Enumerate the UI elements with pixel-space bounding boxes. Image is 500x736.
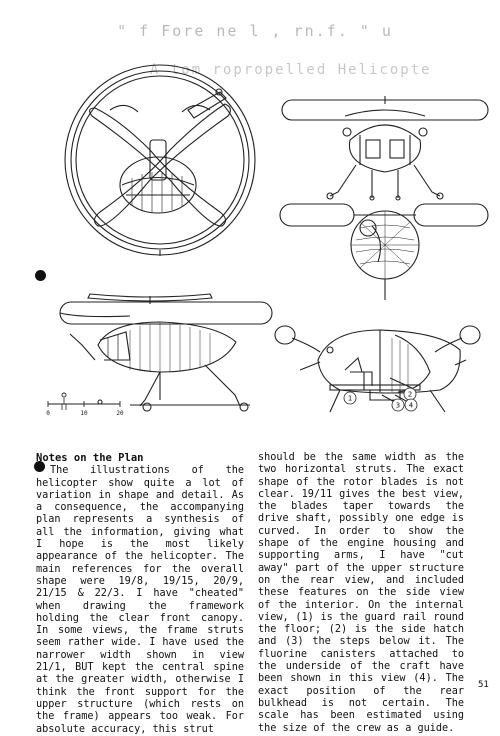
article-right-text: should be the same width as the two horizontal struts. The exact shape of the rotor blades is not clear. 19/11 gives the best view, the blades taper towards the drive shaft, possibly one edge is curved. In order to show the shape of the engine housing and supporting arms, I have "cut away" part of the upper structure on the rear view, and included these features on the side view of the interior. On the internal view, (1) is the guard rail round the floor; (2) is the side hatch and (3) the steps below it. The fluorine canisters attached to the underside of the craft have been shown in this view (4). The exact position of the rear bulkhead is not certain. The scale has been estimated using the size of the crew as a guide. [258,452,464,734]
callout-4: 4 [408,401,414,410]
bleed-through-text: " f Fore ne l , rn.f. " u [117,22,393,40]
front-view-drawing [280,204,488,300]
article-left-column [36,452,244,736]
side-view-drawing [60,294,272,411]
rear-view-drawing [282,96,488,200]
callout-2: 2 [407,390,413,399]
bleed-through-title: A tom ropropelled Helicopte [150,62,432,78]
scale-label-0: 0 [46,410,50,417]
callout-3: 3 [395,401,401,410]
punch-hole-dot-upper [35,270,46,281]
page-number: 51 [478,680,489,690]
scale-label-10: 10 [80,410,88,417]
article-right-column [258,452,464,735]
top-view-drawing [65,65,255,256]
scale-bar [48,393,120,410]
article-left-text: The illustrations of the helicopter show quite a lot of variation in shape and detail. As a consequence, the accompanying plan represents a synthesis of all the information, giving what I hope is the most likely appearance of the helicopter. The main references for the overall shape were 19/8, 19/15, 20/9, 21/15 & 22/3. I have "cheated" when drawing the framework holding the clear front canopy. In some views, the frame struts seem rather wide. I have used the narrower width shown in view 21/1, BUT kept the central spine at the greater width, otherwise I think the front support for the upper structure (which rests on the frame) appears too weak. For absolute accuracy, this strut [36,465,244,735]
callout-1: 1 [347,394,353,403]
scale-label-20: 20 [116,410,124,417]
internal-view-drawing [275,326,480,412]
article-heading: Notes on the Plan [36,452,144,464]
